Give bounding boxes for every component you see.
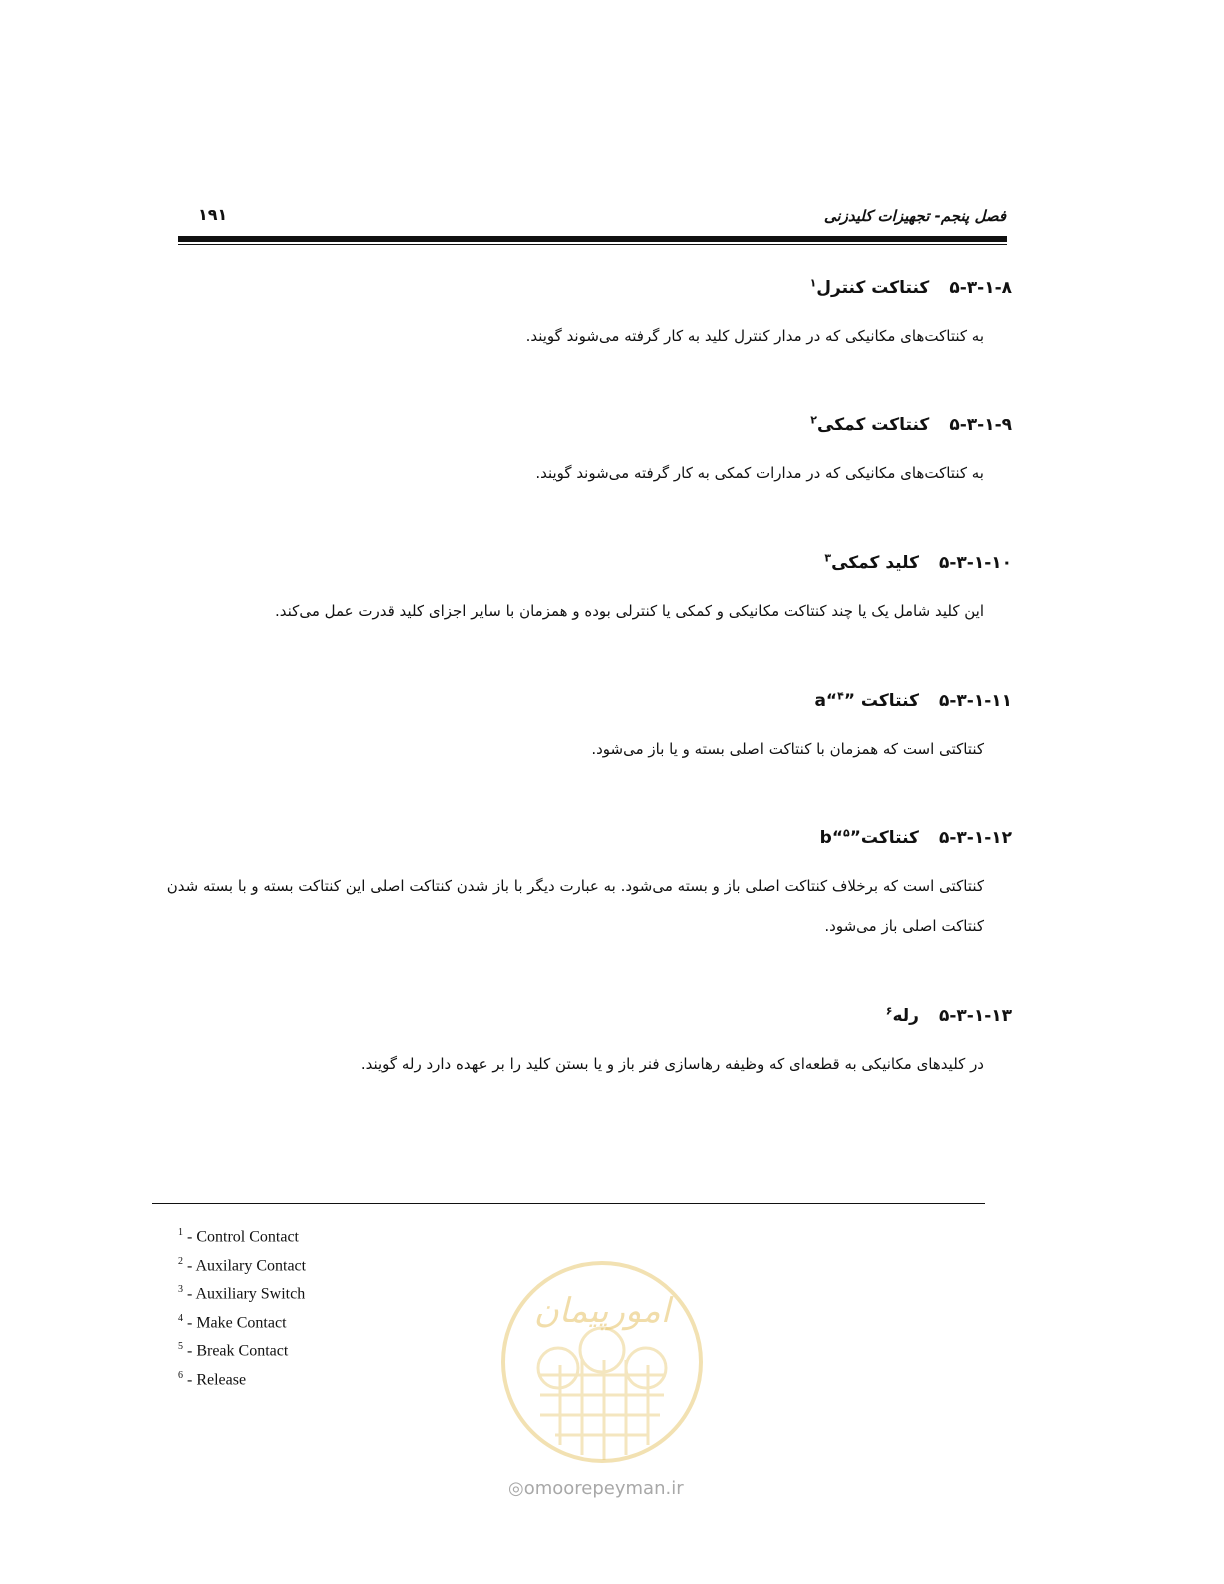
section-heading — [160, 1004, 1012, 1026]
chapter-title: فصل پنجم- تجهیزات کلیدزنی — [823, 207, 1006, 225]
section-title: کلید کمکی$^۳$ — [824, 551, 919, 573]
section-number: ۵-۳-۱-۹ — [949, 414, 1012, 435]
section-5-3-1-10 — [160, 551, 1012, 631]
section-title: کنتاکت کنترل$^۱$ — [809, 276, 930, 298]
section-body: کنتاکتی است که همزمان با کنتاکت اصلی بسته و یا باز می‌شود. — [591, 739, 984, 758]
section-5-3-1-11 — [160, 689, 1012, 769]
footnote: $^5$ - Break Contact — [178, 1341, 289, 1360]
watermark-seal — [500, 1260, 704, 1464]
section-number: ۵-۳-۱-۱۳ — [938, 1005, 1012, 1026]
section-body: در کلیدهای مکانیکی به قطعه‌ای که وظیفه رهاسازی فنر باز و یا بستن کلید را بر عهده دارد رله گویند. — [360, 1054, 984, 1073]
section-title: کنتاکت کمکی$^۲$ — [810, 413, 930, 435]
footnote: $^4$ - Make Contact — [178, 1312, 287, 1331]
section-number: ۵-۳-۱-۱۰ — [938, 552, 1012, 573]
section-body: این کلید شامل یک یا چند کنتاکت مکانیکی و کمکی یا کنترلی بوده و همزمان با سایر اجزای کلید قدرت عمل می‌کند. — [275, 601, 984, 620]
section-5-3-1-12 — [160, 826, 1012, 946]
footnote: $^6$ - Release — [178, 1369, 247, 1388]
footnote-ref: ۵ — [843, 826, 850, 839]
header-rule — [178, 236, 1007, 242]
footnote: $^1$ - Control Contact — [178, 1227, 299, 1246]
section-5-3-1-8 — [160, 276, 1012, 356]
footnotes — [178, 1219, 306, 1390]
section-heading — [160, 689, 1012, 711]
footnote: $^3$ - Auxiliary Switch — [178, 1284, 306, 1303]
section-body: به کنتاکت‌های مکانیکی که در مدارات کمکی به کار گرفته می‌شوند گویند. — [535, 463, 984, 482]
globe-icon: ◎ — [508, 1478, 524, 1499]
footnote-ref: ۳ — [824, 551, 832, 564]
footnote-ref: ۲ — [810, 413, 817, 426]
section-number: ۵-۳-۱-۸ — [949, 277, 1012, 298]
section-heading — [160, 276, 1012, 298]
page-number: ۱۹۱ — [198, 205, 228, 224]
watermark-logo-text: امورپیمان — [533, 1291, 671, 1331]
footnote-ref: ۱ — [809, 276, 817, 289]
section-title: کنتاکت ”a“$^۴$ — [814, 689, 919, 711]
footnote-ref: ۴ — [837, 689, 844, 702]
section-title: رله$^۶$ — [885, 1004, 919, 1026]
section-number: ۵-۳-۱-۱۱ — [938, 690, 1012, 711]
header-rule-thin — [178, 244, 1007, 245]
section-body: به کنتاکت‌های مکانیکی که در مدار کنترل کلید به کار گرفته می‌شوند گویند. — [525, 326, 984, 345]
footnote-rule — [152, 1203, 985, 1204]
section-5-3-1-13 — [160, 1004, 1012, 1084]
section-heading — [160, 413, 1012, 435]
footnote: $^2$ - Auxilary Contact — [178, 1255, 307, 1274]
section-body: کنتاکتی است که برخلاف کنتاکت اصلی باز و بسته می‌شود. به عبارت دیگر با باز شدن کنتاکت اصلی این کنتاکت بسته و با بسته شدن کنتاکت اصلی باز می‌شود. — [166, 876, 984, 935]
watermark-site: ◎omoorepeyman.ir — [508, 1478, 684, 1499]
footnote-ref: ۶ — [885, 1004, 893, 1017]
section-title: کنتاکت”b“$^۵$ — [819, 826, 919, 848]
section-5-3-1-9 — [160, 413, 1012, 493]
section-heading — [160, 551, 1012, 573]
section-number: ۵-۳-۱-۱۲ — [938, 827, 1012, 848]
section-heading — [160, 826, 1012, 848]
